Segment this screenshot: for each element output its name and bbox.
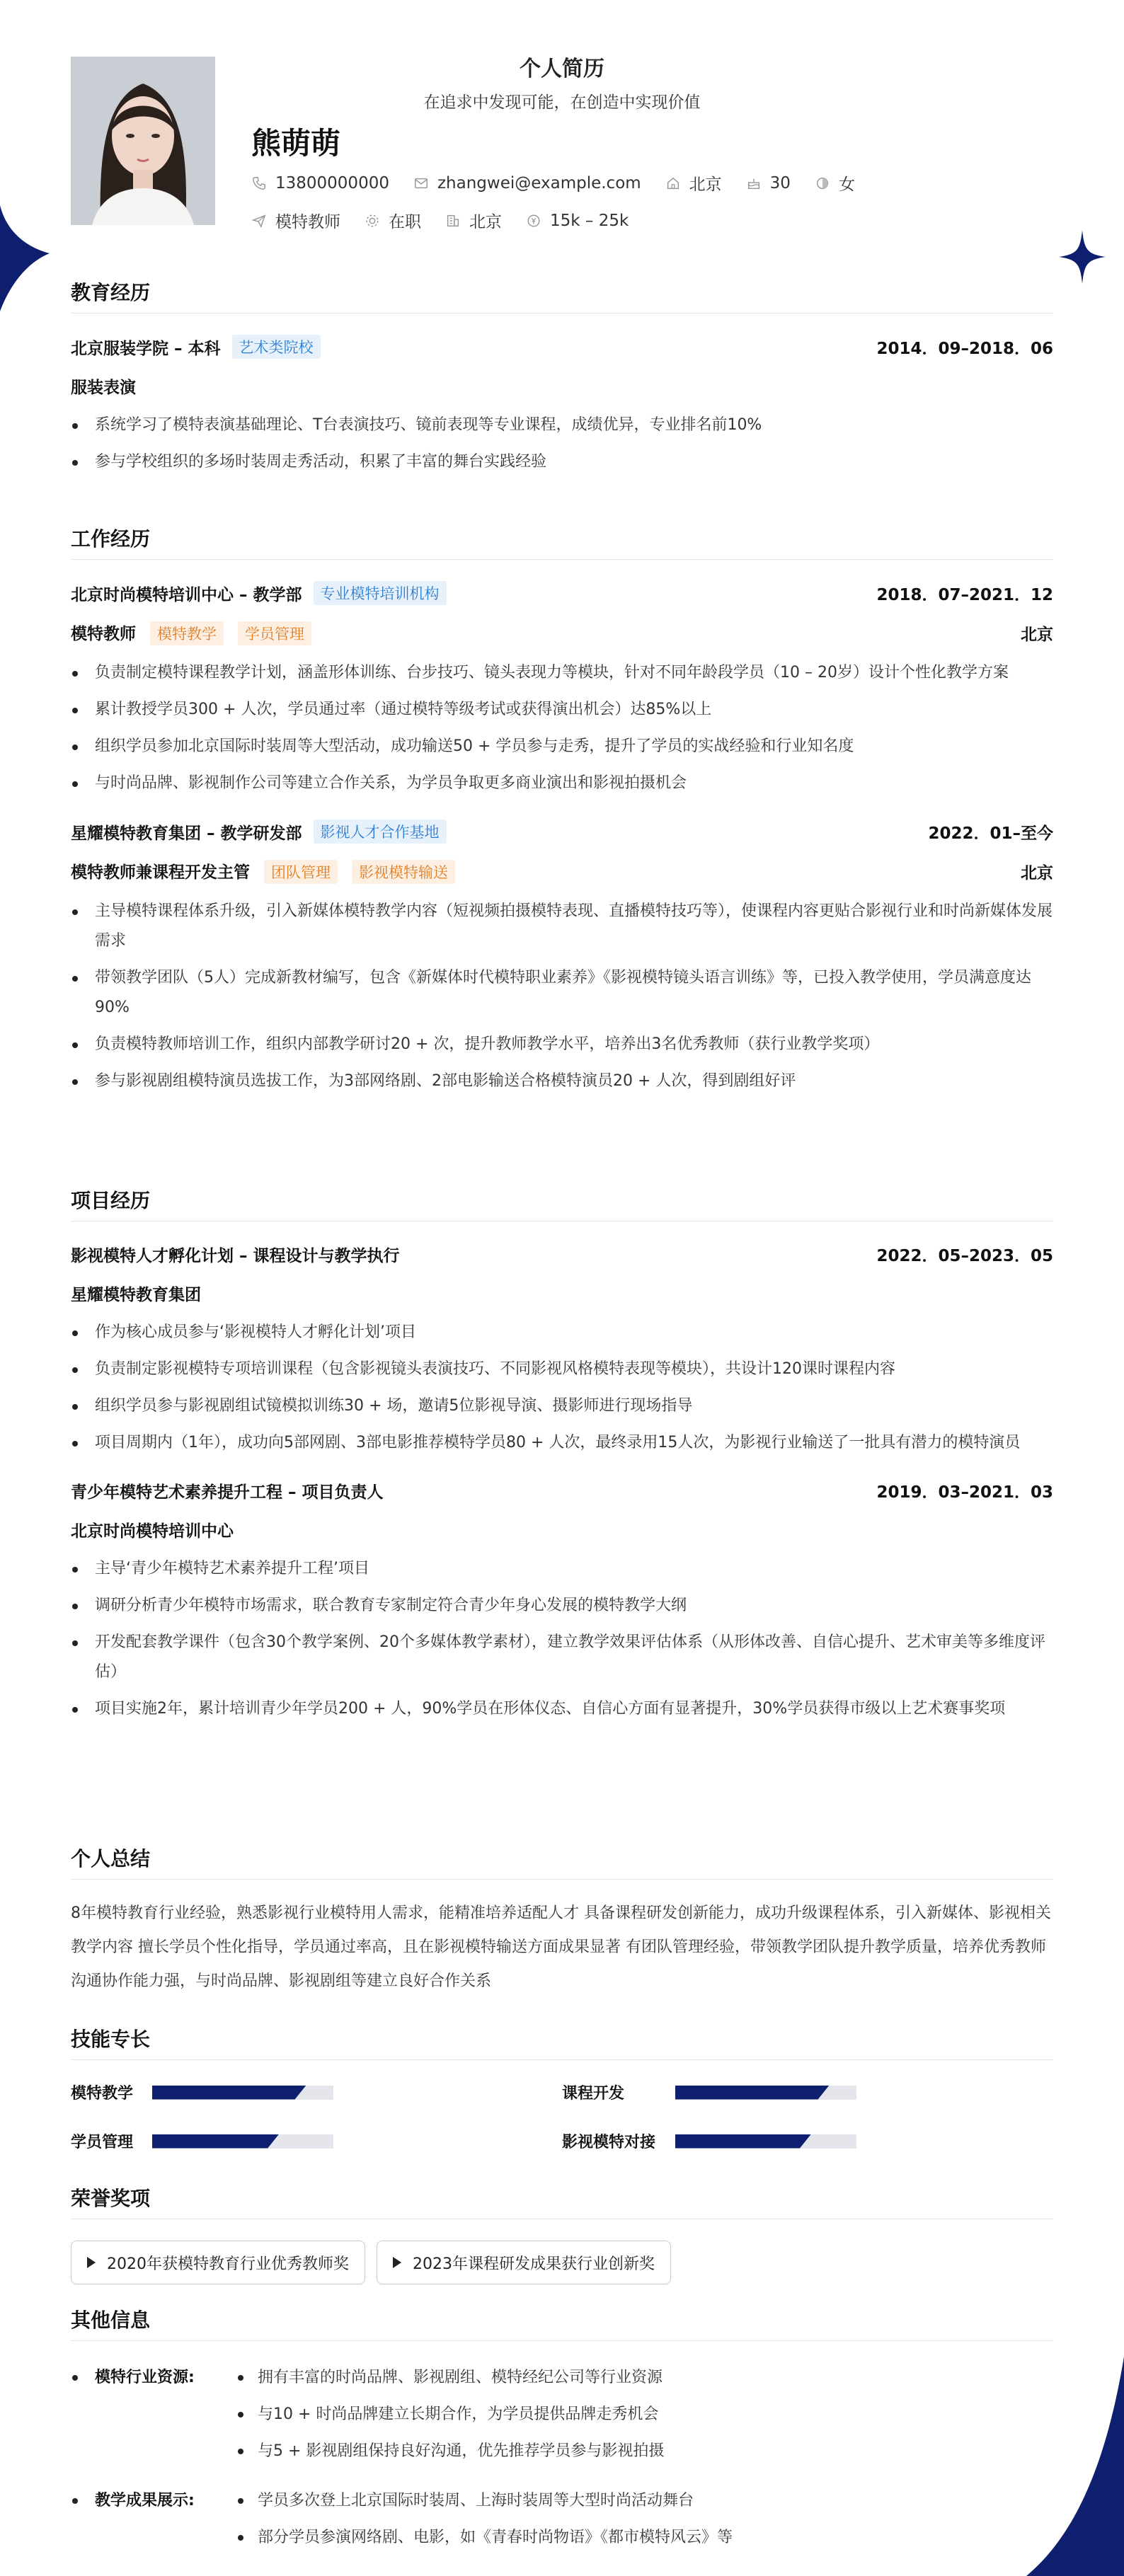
triangle-right-icon	[393, 2257, 401, 2268]
list-item: 参与学校组织的多场时装周走秀活动，积累了丰富的舞台实践经验	[71, 447, 1053, 477]
skills-grid	[71, 2081, 1053, 2152]
gender-value: 女	[838, 176, 855, 194]
awards-title: 荣誉奖项	[71, 2183, 1053, 2219]
work-bullets	[71, 897, 1053, 1096]
list-item: 与10 + 时尚品牌建立长期合作，为学员提供品牌走秀机会	[236, 2396, 664, 2433]
cake-icon	[746, 176, 762, 191]
list-item: 调研分析青少年模特市场需求，联合教育专家制定符合青少年身心发展的模特教学大纲	[71, 1591, 1053, 1621]
list-item: 学员多次登上北京国际时装周、上海时装周等大型时尚活动舞台	[236, 2483, 733, 2519]
list-item: 与时尚品牌、影视制作公司等建立合作关系，为学员争取更多商业演出和影视拍摄机会	[71, 769, 1053, 798]
money-icon	[526, 213, 541, 229]
work-role-line	[71, 621, 1053, 645]
email-item	[413, 174, 641, 192]
project-org-line	[71, 1282, 1053, 1305]
contact-info-row	[251, 171, 879, 195]
skill-bar-fill	[152, 2134, 279, 2149]
skill-item	[71, 2130, 562, 2152]
company-name: 北京时尚模特培训中心 – 教学部	[71, 585, 302, 604]
list-item: 部分学员参演网络剧、电影，如《青春时尚物语》《都市模特风云》等	[236, 2519, 733, 2556]
list-item: 组织学员参与影视剧组试镜模拟训练30 + 场，邀请5位影视导演、摄影师进行现场指导	[71, 1391, 1053, 1421]
job-info-row	[251, 209, 653, 232]
location-item	[665, 171, 722, 195]
work-section	[71, 524, 1053, 1103]
salary-item	[526, 212, 629, 230]
document-subtitle: 在追求中发现可能，在创造中实现价值	[423, 93, 701, 112]
city-item	[445, 209, 502, 232]
project-bullets	[71, 1554, 1053, 1724]
company-tag: 专业模特培训机构	[314, 581, 447, 605]
salary-value: 15k – 25k	[550, 211, 629, 230]
list-item: 项目实施2年，累计培训青少年学员200 + 人，90%学员在形体仪态、自信心方面有显著提升，30%学员获得市级以上艺术赛事奖项	[71, 1694, 1053, 1724]
other-groups	[71, 2359, 1053, 2556]
city-value: 北京	[469, 213, 502, 231]
company-name: 星耀模特教育集团 – 教学研发部	[71, 824, 302, 843]
project-entry-head	[71, 1479, 1053, 1502]
education-entry-head	[71, 335, 1053, 359]
work-entry-head	[71, 820, 1053, 844]
role-tag: 模特教学	[150, 621, 224, 645]
mail-icon	[413, 176, 429, 191]
project-date: 2019．03–2021．03	[876, 1483, 1053, 1502]
document-title: 个人简历	[520, 57, 604, 81]
projects-title: 项目经历	[71, 1185, 1053, 1221]
skill-item	[71, 2081, 562, 2103]
list-item: 累计教授学员300 + 人次，学员通过率（通过模特等级考试或获得演出机会）达85%以上	[71, 695, 1053, 725]
project-bullets	[71, 1318, 1053, 1458]
list-item: 项目周期内（1年），成功向5部网剧、3部电影推荐模特学员80 + 人次，最终录用15人次，为影视行业输送了一批具有潜力的模特演员	[71, 1428, 1053, 1458]
skills-title: 技能专长	[71, 2024, 1053, 2060]
role-tag: 影视模特输送	[352, 860, 455, 884]
skill-bar-fill	[675, 2134, 811, 2149]
list-item: 组织学员参加北京国际时装周等大型活动，成功输送50 + 学员参与走秀，提升了学员的实战经验和行业知名度	[71, 732, 1053, 761]
skill-bar	[675, 2086, 856, 2100]
skills-section	[71, 2024, 1053, 2152]
work-role: 模特教师	[71, 625, 136, 643]
project-org-line	[71, 1518, 1053, 1541]
skill-item	[562, 2130, 1053, 2152]
education-section	[71, 277, 1053, 484]
other-group	[71, 2483, 1053, 2556]
school-tag: 艺术类院校	[232, 335, 321, 359]
role-tag: 团队管理	[264, 860, 338, 884]
job-target-value: 模特教师	[275, 213, 340, 231]
skill-bar-fill	[152, 2086, 306, 2100]
status-value: 在职	[389, 213, 421, 231]
project-name: 影视模特人才孵化计划 – 课程设计与教学执行	[71, 1247, 400, 1265]
phone-icon	[251, 176, 267, 191]
work-title: 工作经历	[71, 524, 1053, 560]
skill-bar	[152, 2086, 333, 2100]
list-item: 负责制定影视模特专项培训课程（包含影视镜头表演技巧、不同影视风格模特表现等模块），共设计120课时课程内容	[71, 1355, 1053, 1384]
work-date: 2018．07–2021．12	[876, 585, 1053, 604]
school-name: 北京服装学院 – 本科	[71, 339, 221, 358]
phone-value: 13800000000	[275, 173, 389, 192]
other-group-label: 教学成果展示:	[71, 2483, 236, 2556]
other-group-label: 模特行业资源:	[71, 2359, 236, 2470]
work-role-line	[71, 859, 1053, 884]
skill-name: 课程开发	[562, 2085, 625, 2103]
home-icon	[665, 176, 681, 191]
award-item	[377, 2241, 671, 2284]
other-group	[71, 2359, 1053, 2470]
status-gear-icon	[365, 213, 380, 229]
age-item	[746, 174, 791, 192]
age-value: 30	[769, 173, 791, 192]
skill-item	[562, 2081, 1053, 2103]
gender-item	[815, 171, 855, 195]
summary-section	[71, 1844, 1053, 1999]
sparkle-star-icon	[1059, 230, 1106, 284]
education-major-line	[71, 374, 1053, 398]
projects-section	[71, 1185, 1053, 1731]
list-item: 主导‘青少年模特艺术素养提升工程’项目	[71, 1554, 1053, 1584]
awards-list	[71, 2241, 1053, 2284]
company-tag: 影视人才合作基地	[314, 820, 447, 844]
resume-header	[71, 50, 1053, 276]
summary-title: 个人总结	[71, 1844, 1053, 1880]
triangle-right-icon	[87, 2257, 96, 2268]
awards-section	[71, 2183, 1053, 2284]
skill-bar	[152, 2134, 333, 2149]
education-major: 服装表演	[71, 379, 136, 397]
skill-name: 学员管理	[71, 2134, 134, 2151]
skill-name: 模特教学	[71, 2085, 134, 2103]
work-bullets	[71, 658, 1053, 798]
send-icon	[251, 213, 267, 229]
list-item: 负责制定模特课程教学计划，涵盖形体训练、台步技巧、镜头表现力等模块，针对不同年龄段学员（10 – 20岁）设计个性化教学方案	[71, 658, 1053, 688]
building-icon	[445, 213, 461, 229]
education-title: 教育经历	[71, 277, 1053, 314]
other-section	[71, 2305, 1053, 2569]
skill-bar-fill	[675, 2086, 830, 2100]
status-item	[365, 209, 421, 232]
project-entry-head	[71, 1243, 1053, 1266]
other-title: 其他信息	[71, 2305, 1053, 2341]
project-org: 北京时尚模特培训中心	[71, 1522, 234, 1541]
skill-name: 影视模特对接	[562, 2134, 656, 2151]
work-date: 2022．01–至今	[928, 824, 1053, 843]
candidate-name: 熊萌萌	[251, 126, 341, 161]
phone-item	[251, 174, 389, 192]
project-org: 星耀模特教育集团	[71, 1286, 201, 1304]
location-value: 北京	[689, 176, 722, 194]
list-item: 负责模特教师培训工作，组织内部教学研讨20 + 次，提升教师教学水平，培养出3名优秀教师（获行业教学奖项）	[71, 1030, 1053, 1059]
list-item: 系统学习了模特表演基础理论、T台表演技巧、镜前表现等专业课程，成绩优异，专业排名前10%	[71, 410, 1053, 440]
list-item: 参与影视剧组模特演员选拔工作，为3部网络剧、2部电影输送合格模特演员20 + 人次，得到剧组好评	[71, 1066, 1053, 1096]
list-item: 作为核心成员参与‘影视模特人才孵化计划’项目	[71, 1318, 1053, 1347]
education-date: 2014．09–2018．06	[876, 339, 1053, 358]
project-date: 2022．05–2023．05	[876, 1247, 1053, 1265]
list-item: 与5 + 影视剧组保持良好沟通，优先推荐学员参与影视拍摄	[236, 2433, 664, 2470]
list-item: 带领教学团队（5人）完成新教材编写，包含《新媒体时代模特职业素养》《影视模特镜头语言训练》等，已投入教学使用，学员满意度达90%	[71, 963, 1053, 1023]
list-item: 开发配套教学课件（包含30个教学案例、20个多媒体教学素材），建立教学效果评估体系（从形体改善、自信心提升、艺术审美等多维度评估）	[71, 1628, 1053, 1687]
award-item	[71, 2241, 365, 2284]
job-target-item	[251, 209, 340, 232]
work-role: 模特教师兼课程开发主管	[71, 863, 250, 882]
project-name: 青少年模特艺术素养提升工程 – 项目负责人	[71, 1483, 384, 1502]
skill-bar	[675, 2134, 856, 2149]
work-location: 北京	[1021, 864, 1053, 882]
gender-icon	[815, 176, 830, 191]
work-entry-head	[71, 581, 1053, 605]
list-item: 拥有丰富的时尚品牌、影视剧组、模特经纪公司等行业资源	[236, 2359, 664, 2396]
list-item: 主导模特课程体系升级，引入新媒体模特教学内容（短视频拍摄模特表现、直播模特技巧等），使课程内容更贴合影视行业和时尚新媒体发展需求	[71, 897, 1053, 956]
work-location: 北京	[1021, 626, 1053, 644]
role-tag: 学员管理	[238, 621, 311, 645]
summary-text: 8年模特教育行业经验，熟悉影视行业模特用人需求，能精准培养适配人才 具备课程研发创新能力，成功升级课程体系，引入新媒体、影视相关教学内容 擅长学员个性化指导，学员通过率高，且在影视模特输送方面成果显著 有团队管理经验，带领教学团队提升教学质量，培养优秀教师 沟通协作能力强，与时尚品牌、影视剧组等建立良好合作关系	[71, 1904, 1051, 1990]
email-value: zhangwei@example.com	[437, 173, 641, 192]
award-text: 2020年获模特教育行业优秀教师奖	[107, 2255, 349, 2273]
award-text: 2023年课程研发成果获行业创新奖	[413, 2255, 655, 2273]
education-bullets	[71, 410, 1053, 477]
